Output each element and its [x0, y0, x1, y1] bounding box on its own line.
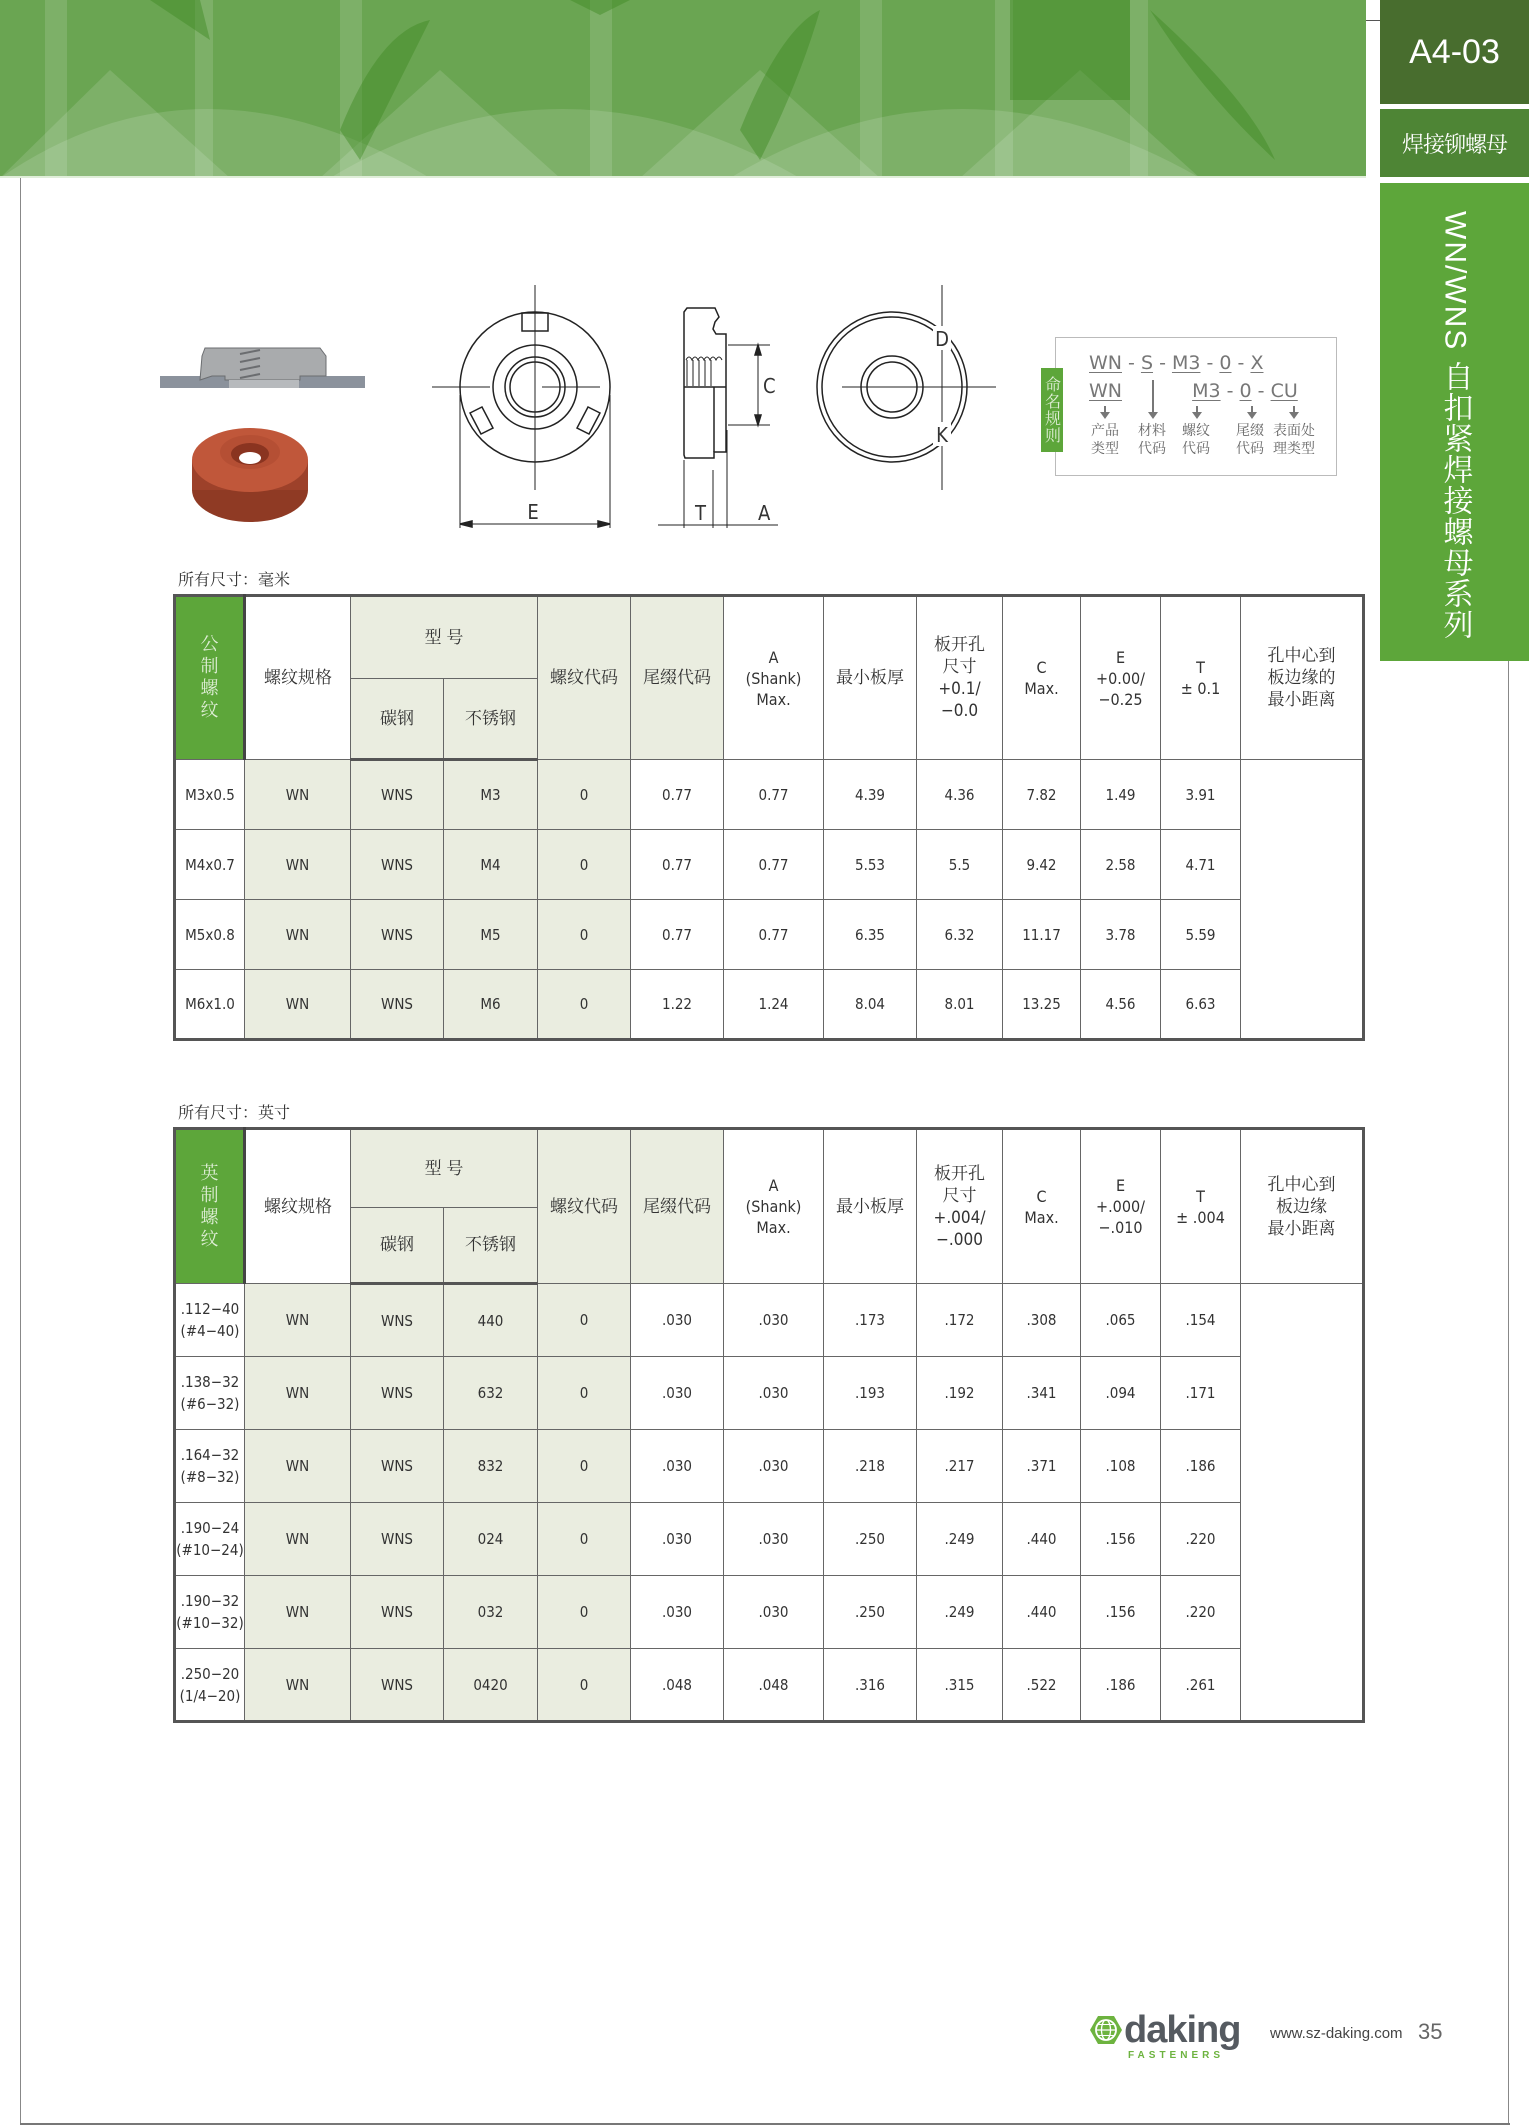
- table-cell: 9.42: [1003, 830, 1081, 900]
- thread-spec-decimal: .164−32: [180, 1446, 240, 1464]
- table-cell: 440: [444, 1284, 538, 1357]
- arrow-icon: [1196, 406, 1198, 414]
- table-cell: 0: [538, 830, 631, 900]
- col-suffix-code: 尾缀代码: [631, 1129, 724, 1284]
- table-cell: 0.77: [724, 760, 824, 830]
- separator: -: [1128, 352, 1135, 374]
- table-cell: .316: [824, 1649, 917, 1722]
- label-product-type: 产品 类型: [1091, 423, 1119, 457]
- table-cell: 4.71: [1161, 830, 1241, 900]
- table-cell: WN: [245, 1284, 351, 1357]
- col-carbon-steel: 碳钢: [351, 679, 444, 760]
- code-suffix: 0: [1239, 380, 1252, 402]
- dim-label-a: A: [758, 501, 771, 525]
- table-cell: 1.49: [1081, 760, 1161, 830]
- table-cell: M3: [444, 760, 538, 830]
- dim-label-d: D: [935, 327, 949, 351]
- dim-label-t: T: [695, 501, 706, 525]
- table-cell: WN: [245, 1576, 351, 1649]
- table-cell: 1.22: [631, 970, 724, 1040]
- table-cell: 0.77: [631, 760, 724, 830]
- logo-subtitle: FASTENERS: [1128, 2050, 1225, 2061]
- col-e: E +.000/ −.010: [1081, 1129, 1161, 1284]
- table-cell: M4: [444, 830, 538, 900]
- table-cell: .108: [1081, 1430, 1161, 1503]
- table-cell: 0: [538, 1649, 631, 1722]
- dim-label-k: K: [936, 423, 948, 447]
- table-cell: WNS: [351, 1503, 444, 1576]
- frame-top-line: [1366, 20, 1380, 21]
- nut-section-render: [160, 348, 365, 388]
- table-cell: .440: [1003, 1576, 1081, 1649]
- col-t: T ± 0.1: [1161, 596, 1241, 760]
- code-product-type: WN: [1089, 380, 1122, 402]
- table-cell: M3x0.5: [175, 760, 245, 830]
- table-cell: .030: [724, 1503, 824, 1576]
- table-cell: M6: [444, 970, 538, 1040]
- table-cell: .065: [1081, 1284, 1161, 1357]
- col-suffix-code: 尾缀代码: [631, 596, 724, 760]
- col-t: T ± .004: [1161, 1129, 1241, 1284]
- side-view: [658, 308, 778, 528]
- table-cell: .156: [1081, 1576, 1161, 1649]
- code-product-type: WN: [1089, 352, 1122, 374]
- thread-spec-cell: [175, 1649, 245, 1722]
- col-min-sheet: 最小板厚: [824, 1129, 917, 1284]
- naming-line-2: [1089, 380, 1298, 402]
- col-hole-size: 板开孔 尺寸 +.004/ −.000: [917, 1129, 1003, 1284]
- thread-spec-decimal: .190−24: [180, 1519, 240, 1537]
- thread-spec-decimal: .250−20: [180, 1664, 240, 1683]
- label-material: 材料 代码: [1138, 423, 1166, 457]
- table-cell: WNS: [351, 1284, 444, 1357]
- table-cell: .440: [1003, 1503, 1081, 1576]
- table-cell: 1.24: [724, 970, 824, 1040]
- col-e: E +0.00/ −0.25: [1081, 596, 1161, 760]
- thread-spec-number: (#4−40): [180, 1322, 240, 1340]
- label-surface: 表面处 理类型: [1273, 423, 1315, 457]
- thread-spec-cell: [175, 1503, 245, 1576]
- col-model: 型 号: [351, 596, 538, 679]
- thread-spec-decimal: .112−40: [180, 1300, 240, 1318]
- dim-label-e: E: [527, 500, 539, 524]
- col-thread-code: 螺纹代码: [538, 596, 631, 760]
- table-cell: .048: [631, 1649, 724, 1722]
- table-cell: 2.58: [1081, 830, 1161, 900]
- table-cell: WN: [245, 900, 351, 970]
- thread-spec-decimal: .138−32: [180, 1373, 240, 1391]
- table-cell: .171: [1161, 1357, 1241, 1430]
- dim-label-c: C: [763, 374, 776, 398]
- series-title: [1380, 211, 1529, 640]
- table-cell: 832: [444, 1430, 538, 1503]
- table-cell: .220: [1161, 1576, 1241, 1649]
- table-cell: 0: [538, 1430, 631, 1503]
- table-cell: WN: [245, 760, 351, 830]
- naming-line-1: [1089, 352, 1263, 374]
- table-cell: WNS: [351, 1576, 444, 1649]
- thread-spec-cell: [175, 1430, 245, 1503]
- table-cell: WNS: [351, 1357, 444, 1430]
- metric-spec-table: [173, 594, 1365, 1041]
- table-cell: .186: [1161, 1430, 1241, 1503]
- col-thread-spec: 螺纹规格: [245, 1129, 351, 1284]
- table-cell: .249: [917, 1503, 1003, 1576]
- col-hole-size: 板开孔 尺寸 +0.1/ −0.0: [917, 596, 1003, 760]
- thread-spec-cell: [175, 1357, 245, 1430]
- table-cell: 5.5: [917, 830, 1003, 900]
- table-cell: .030: [631, 1576, 724, 1649]
- col-carbon-steel: 碳钢: [351, 1208, 444, 1284]
- table-cell: .030: [724, 1357, 824, 1430]
- arrow-icon: [1104, 406, 1106, 414]
- table-cell: 0: [538, 970, 631, 1040]
- table-cell: 6.35: [824, 900, 917, 970]
- table-cell: 7.82: [1003, 760, 1081, 830]
- logo-wordmark: daking: [1124, 2009, 1241, 2051]
- table-cell: .030: [724, 1576, 824, 1649]
- table-cell: 0: [538, 1284, 631, 1357]
- table-cell: .217: [917, 1430, 1003, 1503]
- table-cell: 0: [538, 1576, 631, 1649]
- table-cell: 0.77: [724, 830, 824, 900]
- table-cell: 3.78: [1081, 900, 1161, 970]
- code-thread: M3: [1192, 380, 1221, 402]
- table-cell: .250: [824, 1576, 917, 1649]
- table-cell: 024: [444, 1503, 538, 1576]
- table-row: [175, 1649, 1364, 1722]
- table-cell: 13.25: [1003, 970, 1081, 1040]
- table-cell: 0: [538, 760, 631, 830]
- code-surface: CU: [1270, 380, 1298, 402]
- thread-spec-number: (#8−32): [180, 1468, 240, 1486]
- col-min-sheet: 最小板厚: [824, 596, 917, 760]
- thread-spec-number: (#10−32): [176, 1614, 244, 1632]
- website-url[interactable]: www.sz-daking.com: [1270, 2025, 1403, 2042]
- table-cell: .192: [917, 1357, 1003, 1430]
- table-cell: .156: [1081, 1503, 1161, 1576]
- table-cell: 0: [538, 1503, 631, 1576]
- table-cell: M6x1.0: [175, 970, 245, 1040]
- logo-svg: [1078, 2008, 1258, 2068]
- series-title-cn: 自扣紧焊接螺母系列: [1438, 361, 1472, 641]
- table-cell: .315: [917, 1649, 1003, 1722]
- table-cell: WNS: [351, 900, 444, 970]
- table-cell: .220: [1161, 1503, 1241, 1576]
- frame-bottom-line: [20, 2123, 1510, 2125]
- table-cell: 3.91: [1161, 760, 1241, 830]
- col-a-shank: A (Shank) Max.: [724, 1129, 824, 1284]
- table-row: [175, 970, 1364, 1040]
- page-number: 35: [1418, 2019, 1443, 2044]
- col-model: 型 号: [351, 1129, 538, 1208]
- imperial-side-label: 英制螺纹: [175, 1129, 245, 1284]
- table-cell: WNS: [351, 830, 444, 900]
- col-c-max: C Max.: [1003, 1129, 1081, 1284]
- daking-logo: [1078, 2008, 1258, 2068]
- col-thread-code: 螺纹代码: [538, 1129, 631, 1284]
- naming-rule-badge: 命名规则: [1041, 368, 1063, 452]
- naming-rule-box: [1042, 337, 1337, 476]
- table-row: [175, 1357, 1364, 1430]
- table-cell: .193: [824, 1357, 917, 1430]
- table-cell: 032: [444, 1576, 538, 1649]
- arrow-icon: [1152, 380, 1154, 414]
- table-cell: .218: [824, 1430, 917, 1503]
- table-row: [175, 900, 1364, 970]
- table-cell: .094: [1081, 1357, 1161, 1430]
- arrow-icon: [1293, 406, 1295, 414]
- section-code-tab: [1380, 0, 1529, 104]
- table-cell: M5: [444, 900, 538, 970]
- metric-side-label: 公制螺纹: [175, 596, 245, 760]
- nut-3d-render: [192, 428, 308, 522]
- table-cell: M4x0.7: [175, 830, 245, 900]
- code-surface: X: [1250, 352, 1264, 374]
- table-cell: .030: [631, 1284, 724, 1357]
- table-cell: .186: [1081, 1649, 1161, 1722]
- thread-spec-number: (1/4−20): [179, 1686, 241, 1705]
- col-a-shank: A (Shank) Max.: [724, 596, 824, 760]
- table-cell: 6.32: [917, 900, 1003, 970]
- table-cell: .030: [724, 1284, 824, 1357]
- table-cell: 0.77: [631, 900, 724, 970]
- table-cell: 8.04: [824, 970, 917, 1040]
- banner-pattern: [0, 0, 1366, 178]
- table-cell: .261: [1161, 1649, 1241, 1722]
- table-cell: .341: [1003, 1357, 1081, 1430]
- code-thread: M3: [1171, 352, 1201, 374]
- table-cell: 4.39: [824, 760, 917, 830]
- table-cell: WN: [245, 1649, 351, 1722]
- col-c-max: C Max.: [1003, 596, 1081, 760]
- table-cell: WN: [245, 830, 351, 900]
- table-cell: .172: [917, 1284, 1003, 1357]
- table-cell: 0: [538, 1357, 631, 1430]
- col-stainless-steel: 不锈钢: [444, 1208, 538, 1284]
- table-cell: .030: [631, 1357, 724, 1430]
- thread-spec-cell: [175, 1284, 245, 1357]
- table-cell: WNS: [351, 1430, 444, 1503]
- header-banner: [0, 0, 1366, 178]
- table-cell: 5.53: [824, 830, 917, 900]
- frame-left-line: [20, 178, 21, 2124]
- table-cell: WNS: [351, 760, 444, 830]
- thread-spec-number: (#10−24): [176, 1541, 244, 1559]
- table-row: [175, 760, 1364, 830]
- table-cell: WN: [245, 1503, 351, 1576]
- thread-spec-cell: [175, 1576, 245, 1649]
- back-view: [817, 285, 996, 490]
- table-cell: WNS: [351, 970, 444, 1040]
- table-row: [175, 1503, 1364, 1576]
- separator: -: [1206, 352, 1214, 374]
- table-cell: .371: [1003, 1430, 1081, 1503]
- table-cell: WN: [245, 1357, 351, 1430]
- table-row: [175, 1576, 1364, 1649]
- col-edge-distance: 孔中心到 板边缘的 最小距离: [1241, 596, 1364, 760]
- table-cell: 6.63: [1161, 970, 1241, 1040]
- series-tab: [1380, 183, 1529, 661]
- table-cell: .173: [824, 1284, 917, 1357]
- metric-units-caption: 所有尺寸：毫米: [178, 570, 291, 589]
- table-cell: .308: [1003, 1284, 1081, 1357]
- table-row: [175, 830, 1364, 900]
- table-cell: 8.01: [917, 970, 1003, 1040]
- table-cell: 0.77: [724, 900, 824, 970]
- table-row: [175, 1430, 1364, 1503]
- table-cell: WNS: [351, 1649, 444, 1722]
- table-cell: .030: [631, 1430, 724, 1503]
- separator: -: [1237, 352, 1245, 374]
- series-title-latin: WN/WNS: [1438, 211, 1472, 352]
- imperial-spec-table: [173, 1127, 1365, 1723]
- table-cell: 0: [538, 900, 631, 970]
- code-suffix: 0: [1219, 352, 1232, 374]
- technical-drawing: [150, 270, 1010, 540]
- col-stainless-steel: 不锈钢: [444, 679, 538, 760]
- table-cell: WN: [245, 1430, 351, 1503]
- table-cell: WN: [245, 970, 351, 1040]
- table-cell: 11.17: [1003, 900, 1081, 970]
- table-cell: 5.59: [1161, 900, 1241, 970]
- separator: -: [1159, 352, 1166, 374]
- col-thread-spec: 螺纹规格: [245, 596, 351, 760]
- table-cell: 4.56: [1081, 970, 1161, 1040]
- table-cell: 632: [444, 1357, 538, 1430]
- table-cell: .249: [917, 1576, 1003, 1649]
- label-thread: 螺纹 代码: [1182, 423, 1210, 457]
- table-cell: 4.36: [917, 760, 1003, 830]
- table-cell: .030: [631, 1503, 724, 1576]
- separator: -: [1257, 380, 1265, 402]
- imperial-units-caption: 所有尺寸：英寸: [178, 1103, 291, 1122]
- table-cell: .250: [824, 1503, 917, 1576]
- section-code: A4-03: [1409, 32, 1500, 71]
- label-suffix: 尾缀 代码: [1236, 423, 1264, 457]
- table-cell: .522: [1003, 1649, 1081, 1722]
- table-cell: M5x0.8: [175, 900, 245, 970]
- arrow-icon: [1251, 406, 1253, 414]
- category-tab: [1380, 109, 1529, 177]
- table-cell: .154: [1161, 1284, 1241, 1357]
- drawing-svg: [150, 270, 1010, 540]
- table-cell: 0420: [444, 1649, 538, 1722]
- thread-spec-number: (#6−32): [180, 1395, 240, 1413]
- code-material: S: [1140, 352, 1154, 374]
- table-cell: .048: [724, 1649, 824, 1722]
- frame-right-line: [1508, 660, 1509, 2124]
- category-label: 焊接铆螺母: [1401, 132, 1507, 158]
- front-view: [432, 285, 610, 528]
- table-cell: 0.77: [631, 830, 724, 900]
- table-cell: .030: [724, 1430, 824, 1503]
- thread-spec-decimal: .190−32: [180, 1592, 240, 1610]
- col-edge-distance: 孔中心到 板边缘 最小距离: [1241, 1129, 1364, 1284]
- separator: -: [1226, 380, 1234, 402]
- table-row: [175, 1284, 1364, 1357]
